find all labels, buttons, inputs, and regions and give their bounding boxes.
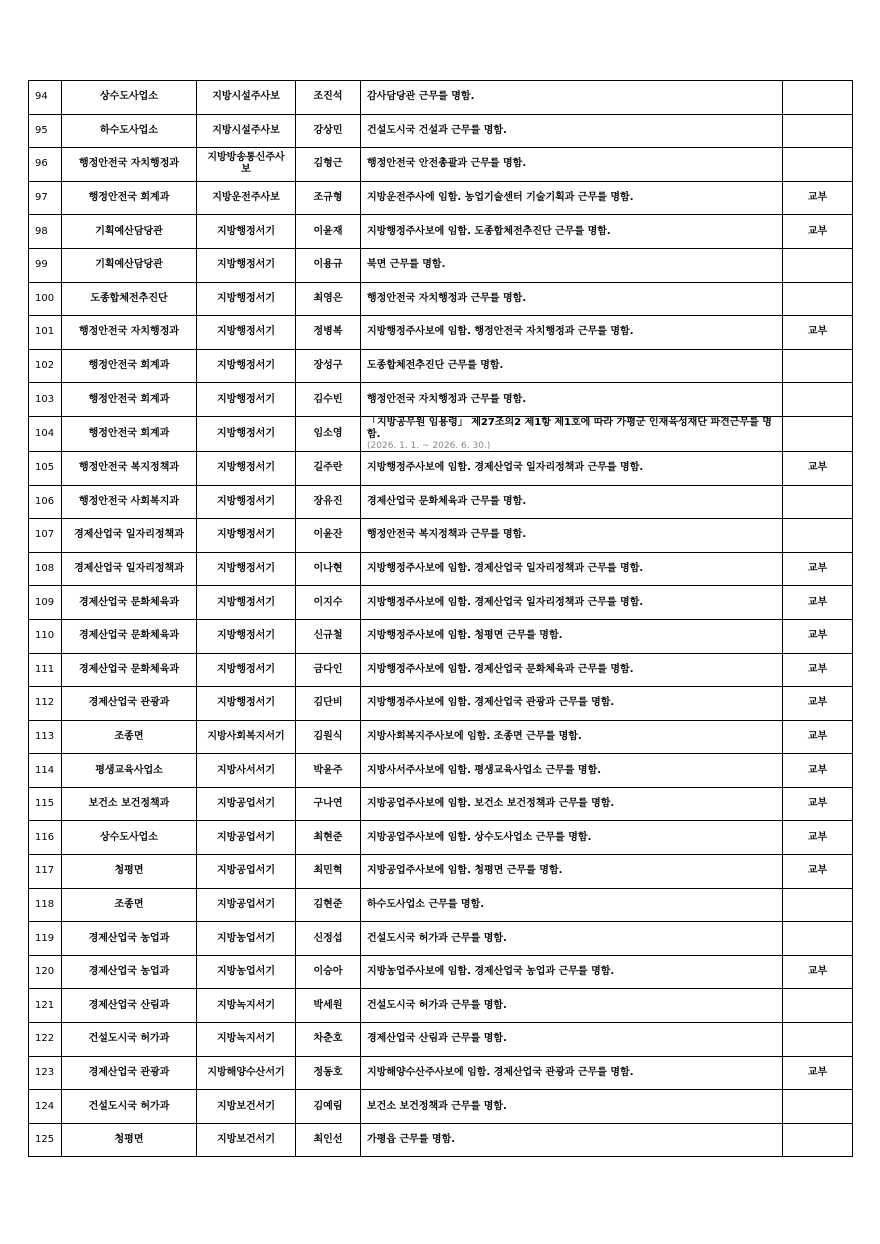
appointment-remark: 지방행정주사보에 임함. 경제산업국 일자리정책과 근무를 명함. bbox=[361, 451, 783, 485]
employee-name: 최영은 bbox=[296, 282, 361, 316]
employee-name: 최현준 bbox=[296, 821, 361, 855]
note: 교부 bbox=[783, 181, 853, 215]
table-row bbox=[29, 855, 853, 889]
rank: 지방방송통신주사보 bbox=[197, 148, 296, 182]
employee-name: 이나현 bbox=[296, 552, 361, 586]
rank: 지방행정서기 bbox=[197, 619, 296, 653]
note: 교부 bbox=[783, 787, 853, 821]
note bbox=[783, 922, 853, 956]
note: 교부 bbox=[783, 586, 853, 620]
row-number: 106 bbox=[29, 485, 62, 519]
current-department: 기획예산담당관 bbox=[62, 215, 197, 249]
table-row bbox=[29, 687, 853, 721]
row-number: 120 bbox=[29, 955, 62, 989]
note bbox=[783, 114, 853, 148]
note bbox=[783, 383, 853, 417]
note bbox=[783, 1090, 853, 1124]
employee-name: 이윤재 bbox=[296, 215, 361, 249]
row-number: 111 bbox=[29, 653, 62, 687]
row-number: 113 bbox=[29, 720, 62, 754]
table-row bbox=[29, 282, 853, 316]
note bbox=[783, 81, 853, 115]
appointment-remark: 지방공업주사보에 임함. 보건소 보건정책과 근무를 명함. bbox=[361, 787, 783, 821]
note bbox=[783, 989, 853, 1023]
appointment-remark: 경제산업국 산림과 근무를 명함. bbox=[361, 1023, 783, 1057]
appointment-remark: 지방행정주사보에 임함. 청평면 근무를 명함. bbox=[361, 619, 783, 653]
row-number: 125 bbox=[29, 1123, 62, 1157]
current-department: 행정안전국 회계과 bbox=[62, 383, 197, 417]
rank: 지방공업서기 bbox=[197, 855, 296, 889]
row-number: 116 bbox=[29, 821, 62, 855]
appointment-remark: 도종합체전추진단 근무를 명함. bbox=[361, 349, 783, 383]
current-department: 하수도사업소 bbox=[62, 114, 197, 148]
rank: 지방공업서기 bbox=[197, 888, 296, 922]
employee-name: 박세원 bbox=[296, 989, 361, 1023]
appointment-remark: 지방행정주사보에 임함. 경제산업국 문화체육과 근무를 명함. bbox=[361, 653, 783, 687]
appointment-remark: 지방행정주사보에 임함. 경제산업국 일자리정책과 근무를 명함. bbox=[361, 586, 783, 620]
appointment-remark: 지방행정주사보에 임함. 경제산업국 관광과 근무를 명함. bbox=[361, 687, 783, 721]
row-number: 117 bbox=[29, 855, 62, 889]
current-department: 기획예산담당관 bbox=[62, 248, 197, 282]
current-department: 건설도시국 허가과 bbox=[62, 1023, 197, 1057]
row-number: 96 bbox=[29, 148, 62, 182]
current-department: 경제산업국 문화체육과 bbox=[62, 586, 197, 620]
appointment-remark-text: 「지방공무원 임용령」 제27조의2 제1항 제1호에 따라 가평군 인재육성재단 파견근무를 명함. bbox=[367, 416, 772, 440]
appointment-remark: 감사담당관 근무를 명함. bbox=[361, 81, 783, 115]
note bbox=[783, 282, 853, 316]
employee-name: 정동호 bbox=[296, 1056, 361, 1090]
appointment-remark: 건설도시국 건설과 근무를 명함. bbox=[361, 114, 783, 148]
appointment-remark: 지방농업주사보에 임함. 경제산업국 농업과 근무를 명함. bbox=[361, 955, 783, 989]
employee-name: 구나연 bbox=[296, 787, 361, 821]
row-number: 110 bbox=[29, 619, 62, 653]
current-department: 경제산업국 농업과 bbox=[62, 922, 197, 956]
current-department: 상수도사업소 bbox=[62, 81, 197, 115]
note: 교부 bbox=[783, 552, 853, 586]
current-department: 보건소 보건정책과 bbox=[62, 787, 197, 821]
employee-name: 이용규 bbox=[296, 248, 361, 282]
rank: 지방시설주사보 bbox=[197, 81, 296, 115]
current-department: 경제산업국 관광과 bbox=[62, 1056, 197, 1090]
table-row bbox=[29, 181, 853, 215]
note bbox=[783, 485, 853, 519]
table-row bbox=[29, 586, 853, 620]
table-row bbox=[29, 383, 853, 417]
row-number: 122 bbox=[29, 1023, 62, 1057]
note bbox=[783, 248, 853, 282]
employee-name: 김형근 bbox=[296, 148, 361, 182]
row-number: 123 bbox=[29, 1056, 62, 1090]
rank: 지방보건서기 bbox=[197, 1090, 296, 1124]
current-department: 청평면 bbox=[62, 855, 197, 889]
appointment-remark: 지방해양수산주사보에 임함. 경제산업국 관광과 근무를 명함. bbox=[361, 1056, 783, 1090]
current-department: 행정안전국 자치행정과 bbox=[62, 316, 197, 350]
rank: 지방행정서기 bbox=[197, 349, 296, 383]
note bbox=[783, 416, 853, 451]
employee-name: 정병복 bbox=[296, 316, 361, 350]
current-department: 행정안전국 회계과 bbox=[62, 181, 197, 215]
employee-name: 장성구 bbox=[296, 349, 361, 383]
employee-name: 김수빈 bbox=[296, 383, 361, 417]
table-row bbox=[29, 787, 853, 821]
current-department: 경제산업국 농업과 bbox=[62, 955, 197, 989]
table-row bbox=[29, 955, 853, 989]
row-number: 100 bbox=[29, 282, 62, 316]
employee-name: 강상민 bbox=[296, 114, 361, 148]
table-row bbox=[29, 1090, 853, 1124]
employee-name: 신정섭 bbox=[296, 922, 361, 956]
rank: 지방행정서기 bbox=[197, 215, 296, 249]
appointment-remark: 지방사서주사보에 임함. 평생교육사업소 근무를 명함. bbox=[361, 754, 783, 788]
table-row bbox=[29, 519, 853, 553]
employee-name: 금다인 bbox=[296, 653, 361, 687]
appointment-remark: 지방행정주사보에 임함. 도종합체전추진단 근무를 명함. bbox=[361, 215, 783, 249]
note: 교부 bbox=[783, 451, 853, 485]
row-number: 97 bbox=[29, 181, 62, 215]
employee-name: 박윤주 bbox=[296, 754, 361, 788]
table-row bbox=[29, 81, 853, 115]
appointment-remark: 지방공업주사보에 임함. 상수도사업소 근무를 명함. bbox=[361, 821, 783, 855]
appointment-remark: 가평읍 근무를 명함. bbox=[361, 1123, 783, 1157]
row-number: 94 bbox=[29, 81, 62, 115]
current-department: 경제산업국 일자리정책과 bbox=[62, 519, 197, 553]
table-row bbox=[29, 720, 853, 754]
note: 교부 bbox=[783, 687, 853, 721]
appointment-remark: 행정안전국 복지정책과 근무를 명함. bbox=[361, 519, 783, 553]
note bbox=[783, 148, 853, 182]
table-row bbox=[29, 1056, 853, 1090]
note bbox=[783, 519, 853, 553]
appointment-remark: 북면 근무를 명함. bbox=[361, 248, 783, 282]
note: 교부 bbox=[783, 653, 853, 687]
rank: 지방녹지서기 bbox=[197, 989, 296, 1023]
note: 교부 bbox=[783, 619, 853, 653]
row-number: 103 bbox=[29, 383, 62, 417]
rank: 지방행정서기 bbox=[197, 687, 296, 721]
appointment-remark: 지방행정주사보에 임함. 행정안전국 자치행정과 근무를 명함. bbox=[361, 316, 783, 350]
current-department: 조종면 bbox=[62, 720, 197, 754]
row-number: 101 bbox=[29, 316, 62, 350]
row-number: 124 bbox=[29, 1090, 62, 1124]
row-number: 98 bbox=[29, 215, 62, 249]
table-row bbox=[29, 485, 853, 519]
rank: 지방행정서기 bbox=[197, 316, 296, 350]
current-department: 경제산업국 일자리정책과 bbox=[62, 552, 197, 586]
employee-name: 이윤잔 bbox=[296, 519, 361, 553]
rank: 지방행정서기 bbox=[197, 485, 296, 519]
rank: 지방공업서기 bbox=[197, 787, 296, 821]
row-number: 107 bbox=[29, 519, 62, 553]
table-row bbox=[29, 316, 853, 350]
current-department: 경제산업국 문화체육과 bbox=[62, 619, 197, 653]
employee-name: 이지수 bbox=[296, 586, 361, 620]
row-number: 115 bbox=[29, 787, 62, 821]
note: 교부 bbox=[783, 316, 853, 350]
employee-name: 임소영 bbox=[296, 416, 361, 451]
appointment-remark: 지방행정주사보에 임함. 경제산업국 일자리정책과 근무를 명함. bbox=[361, 552, 783, 586]
table-row bbox=[29, 349, 853, 383]
row-number: 118 bbox=[29, 888, 62, 922]
current-department: 건설도시국 허가과 bbox=[62, 1090, 197, 1124]
current-department: 경제산업국 산림과 bbox=[62, 989, 197, 1023]
rank: 지방녹지서기 bbox=[197, 1023, 296, 1057]
table-row bbox=[29, 754, 853, 788]
current-department: 평생교육사업소 bbox=[62, 754, 197, 788]
appointment-remark: 건설도시국 허가과 근무를 명함. bbox=[361, 989, 783, 1023]
current-department: 행정안전국 자치행정과 bbox=[62, 148, 197, 182]
row-number: 114 bbox=[29, 754, 62, 788]
row-number: 104 bbox=[29, 416, 62, 451]
current-department: 행정안전국 사회복지과 bbox=[62, 485, 197, 519]
table-row bbox=[29, 653, 853, 687]
current-department: 조종면 bbox=[62, 888, 197, 922]
rank: 지방행정서기 bbox=[197, 282, 296, 316]
employee-name: 김예림 bbox=[296, 1090, 361, 1124]
employee-name: 신규철 bbox=[296, 619, 361, 653]
note bbox=[783, 1023, 853, 1057]
rank: 지방농업서기 bbox=[197, 955, 296, 989]
row-number: 95 bbox=[29, 114, 62, 148]
note: 교부 bbox=[783, 955, 853, 989]
current-department: 청평면 bbox=[62, 1123, 197, 1157]
table-row bbox=[29, 821, 853, 855]
table-row bbox=[29, 451, 853, 485]
rank: 지방행정서기 bbox=[197, 552, 296, 586]
row-number: 105 bbox=[29, 451, 62, 485]
employee-name: 조규형 bbox=[296, 181, 361, 215]
employee-name: 김현준 bbox=[296, 888, 361, 922]
table-row bbox=[29, 148, 853, 182]
rank: 지방행정서기 bbox=[197, 451, 296, 485]
appointment-remark bbox=[361, 416, 783, 451]
rank: 지방사서서기 bbox=[197, 754, 296, 788]
employee-name: 차춘호 bbox=[296, 1023, 361, 1057]
personnel-table-body bbox=[29, 81, 853, 1157]
current-department: 행정안전국 회계과 bbox=[62, 416, 197, 451]
employee-name: 김원식 bbox=[296, 720, 361, 754]
employee-name: 최민혁 bbox=[296, 855, 361, 889]
rank: 지방사회복지서기 bbox=[197, 720, 296, 754]
employee-name: 조진석 bbox=[296, 81, 361, 115]
appointment-remark: 경제산업국 문화체육과 근무를 명함. bbox=[361, 485, 783, 519]
rank: 지방행정서기 bbox=[197, 653, 296, 687]
rank: 지방농업서기 bbox=[197, 922, 296, 956]
note: 교부 bbox=[783, 215, 853, 249]
appointment-remark: 행정안전국 안전총괄과 근무를 명함. bbox=[361, 148, 783, 182]
rank: 지방해양수산서기 bbox=[197, 1056, 296, 1090]
row-number: 99 bbox=[29, 248, 62, 282]
note: 교부 bbox=[783, 720, 853, 754]
appointment-remark: 지방공업주사보에 임함. 청평면 근무를 명함. bbox=[361, 855, 783, 889]
table-row bbox=[29, 888, 853, 922]
current-department: 경제산업국 관광과 bbox=[62, 687, 197, 721]
table-row bbox=[29, 215, 853, 249]
table-row bbox=[29, 1023, 853, 1057]
table-row bbox=[29, 619, 853, 653]
note bbox=[783, 1123, 853, 1157]
note bbox=[783, 888, 853, 922]
table-row bbox=[29, 248, 853, 282]
rank: 지방행정서기 bbox=[197, 248, 296, 282]
appointment-remark: 행정안전국 자치행정과 근무를 명함. bbox=[361, 282, 783, 316]
rank: 지방시설주사보 bbox=[197, 114, 296, 148]
current-department: 경제산업국 문화체육과 bbox=[62, 653, 197, 687]
note: 교부 bbox=[783, 821, 853, 855]
row-number: 109 bbox=[29, 586, 62, 620]
employee-name: 김단비 bbox=[296, 687, 361, 721]
rank: 지방행정서기 bbox=[197, 416, 296, 451]
rank: 지방보건서기 bbox=[197, 1123, 296, 1157]
row-number: 121 bbox=[29, 989, 62, 1023]
table-row bbox=[29, 922, 853, 956]
employee-name: 이승아 bbox=[296, 955, 361, 989]
table-row bbox=[29, 989, 853, 1023]
dispatch-period: (2026. 1. 1. ~ 2026. 6. 30.) bbox=[367, 440, 491, 451]
rank: 지방공업서기 bbox=[197, 821, 296, 855]
appointment-remark: 건설도시국 허가과 근무를 명함. bbox=[361, 922, 783, 956]
employee-name: 장유진 bbox=[296, 485, 361, 519]
table-row bbox=[29, 114, 853, 148]
current-department: 도종합체전추진단 bbox=[62, 282, 197, 316]
rank: 지방행정서기 bbox=[197, 519, 296, 553]
row-number: 108 bbox=[29, 552, 62, 586]
appointment-remark: 지방운전주사에 임함. 농업기술센터 기술기획과 근무를 명함. bbox=[361, 181, 783, 215]
personnel-table bbox=[28, 80, 853, 1157]
table-row bbox=[29, 1123, 853, 1157]
employee-name: 길주란 bbox=[296, 451, 361, 485]
current-department: 행정안전국 회계과 bbox=[62, 349, 197, 383]
appointment-remark: 하수도사업소 근무를 명함. bbox=[361, 888, 783, 922]
row-number: 112 bbox=[29, 687, 62, 721]
appointment-remark: 지방사회복지주사보에 임함. 조종면 근무를 명함. bbox=[361, 720, 783, 754]
current-department: 상수도사업소 bbox=[62, 821, 197, 855]
row-number: 119 bbox=[29, 922, 62, 956]
current-department: 행정안전국 복지정책과 bbox=[62, 451, 197, 485]
rank: 지방행정서기 bbox=[197, 586, 296, 620]
rank: 지방행정서기 bbox=[197, 383, 296, 417]
rank: 지방운전주사보 bbox=[197, 181, 296, 215]
appointment-remark: 행정안전국 자치행정과 근무를 명함. bbox=[361, 383, 783, 417]
note: 교부 bbox=[783, 754, 853, 788]
table-row bbox=[29, 552, 853, 586]
appointment-remark: 보건소 보건정책과 근무를 명함. bbox=[361, 1090, 783, 1124]
note bbox=[783, 349, 853, 383]
note: 교부 bbox=[783, 855, 853, 889]
employee-name: 최인선 bbox=[296, 1123, 361, 1157]
table-row bbox=[29, 416, 853, 451]
note: 교부 bbox=[783, 1056, 853, 1090]
row-number: 102 bbox=[29, 349, 62, 383]
